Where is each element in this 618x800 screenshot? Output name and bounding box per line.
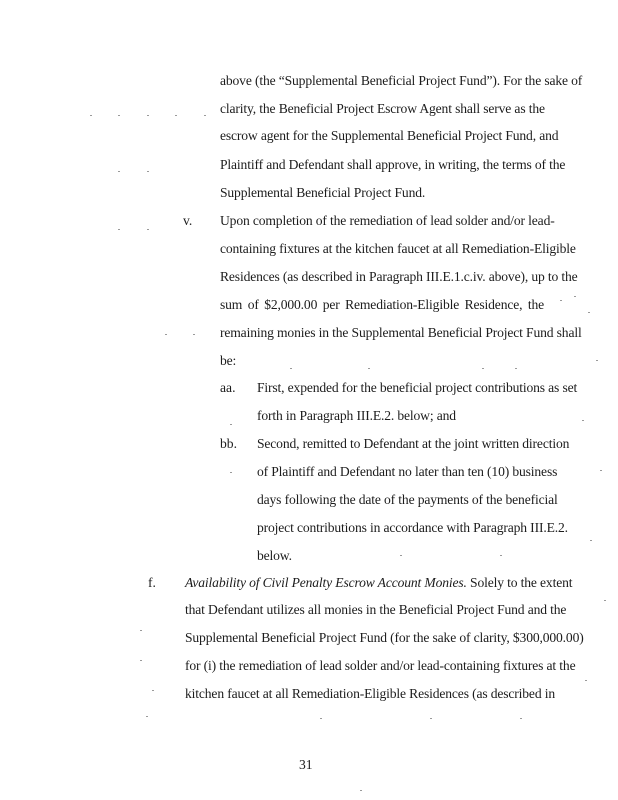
speck	[600, 470, 602, 471]
speck	[400, 555, 402, 556]
text-line: Supplemental Beneficial Project Fund (for the sake of clarity, $300,000.00)	[185, 630, 584, 645]
text-line: sum of $2,000.00 per Remediation-Eligible Residence, the	[220, 297, 544, 312]
speck	[147, 171, 149, 172]
speck	[430, 718, 432, 719]
text-line: Plaintiff and Defendant shall approve, in writing, the terms of the	[220, 157, 566, 172]
speck	[596, 360, 598, 361]
text-line: project contributions in accordance with Paragraph III.E.2.	[257, 520, 568, 535]
speck	[582, 420, 584, 421]
text-line: Residences (as described in Paragraph III.E.1.c.iv. above), up to the	[220, 269, 578, 284]
speck	[118, 115, 120, 116]
speck	[193, 334, 195, 335]
speck	[482, 368, 484, 369]
speck	[560, 300, 562, 301]
speck	[152, 690, 154, 691]
subparagraph-marker: aa.	[220, 380, 236, 395]
speck	[588, 312, 590, 313]
speck	[515, 368, 517, 369]
speck	[204, 115, 206, 116]
speck	[165, 334, 167, 335]
speck	[360, 790, 362, 791]
heading-continuation: Solely to the extent	[466, 575, 573, 590]
text-line: be:	[220, 353, 237, 368]
speck	[368, 368, 370, 369]
speck	[604, 600, 606, 601]
text-line: First, expended for the beneficial project contributions as set	[257, 380, 578, 395]
speck	[146, 716, 148, 717]
text-line: escrow agent for the Supplemental Beneficial Project Fund, and	[220, 128, 559, 143]
text-line: above (the “Supplemental Beneficial Project Fund”). For the sake of	[220, 73, 583, 88]
text-line: Second, remitted to Defendant at the joint written direction	[257, 436, 570, 451]
speck	[520, 718, 522, 719]
text-line: remaining monies in the Supplemental Beneficial Project Fund shall	[220, 325, 582, 340]
text-line: clarity, the Beneficial Project Escrow Agent shall serve as the	[220, 101, 545, 116]
speck	[147, 229, 149, 230]
speck	[590, 540, 592, 541]
speck	[140, 660, 142, 661]
speck	[147, 115, 149, 116]
text-line: containing fixtures at the kitchen faucet at all Remediation-Eligible	[220, 241, 576, 256]
paragraph-marker: v.	[183, 213, 193, 228]
speck	[118, 171, 120, 172]
text-line: kitchen faucet at all Remediation-Eligible Residences (as described in	[185, 686, 555, 701]
speck	[574, 296, 576, 297]
text-line: days following the date of the payments of the beneficial	[257, 492, 558, 507]
text-line: Supplemental Beneficial Project Fund.	[220, 185, 426, 200]
speck	[230, 424, 232, 425]
speck	[585, 680, 587, 681]
paragraph-heading: Availability of Civil Penalty Escrow Account Monies.	[185, 575, 467, 590]
speck	[230, 472, 232, 473]
text-line	[185, 575, 573, 591]
speck	[290, 368, 292, 369]
text-line: forth in Paragraph III.E.2. below; and	[257, 408, 456, 423]
text-line: below.	[257, 548, 292, 563]
paragraph-marker: f.	[148, 575, 156, 590]
speck	[320, 718, 322, 719]
speck	[140, 630, 142, 631]
speck	[118, 229, 120, 230]
subparagraph-marker: bb.	[220, 436, 237, 451]
text-line: for (i) the remediation of lead solder and/or lead-containing fixtures at the	[185, 658, 576, 673]
text-line: Upon completion of the remediation of lead solder and/or lead-	[220, 213, 555, 228]
text-line: of Plaintiff and Defendant no later than ten (10) business	[257, 464, 558, 479]
speck	[90, 115, 92, 116]
speck	[175, 115, 177, 116]
speck	[500, 555, 502, 556]
text-line: that Defendant utilizes all monies in the Beneficial Project Fund and the	[185, 602, 567, 617]
page-number: 31	[299, 757, 313, 772]
